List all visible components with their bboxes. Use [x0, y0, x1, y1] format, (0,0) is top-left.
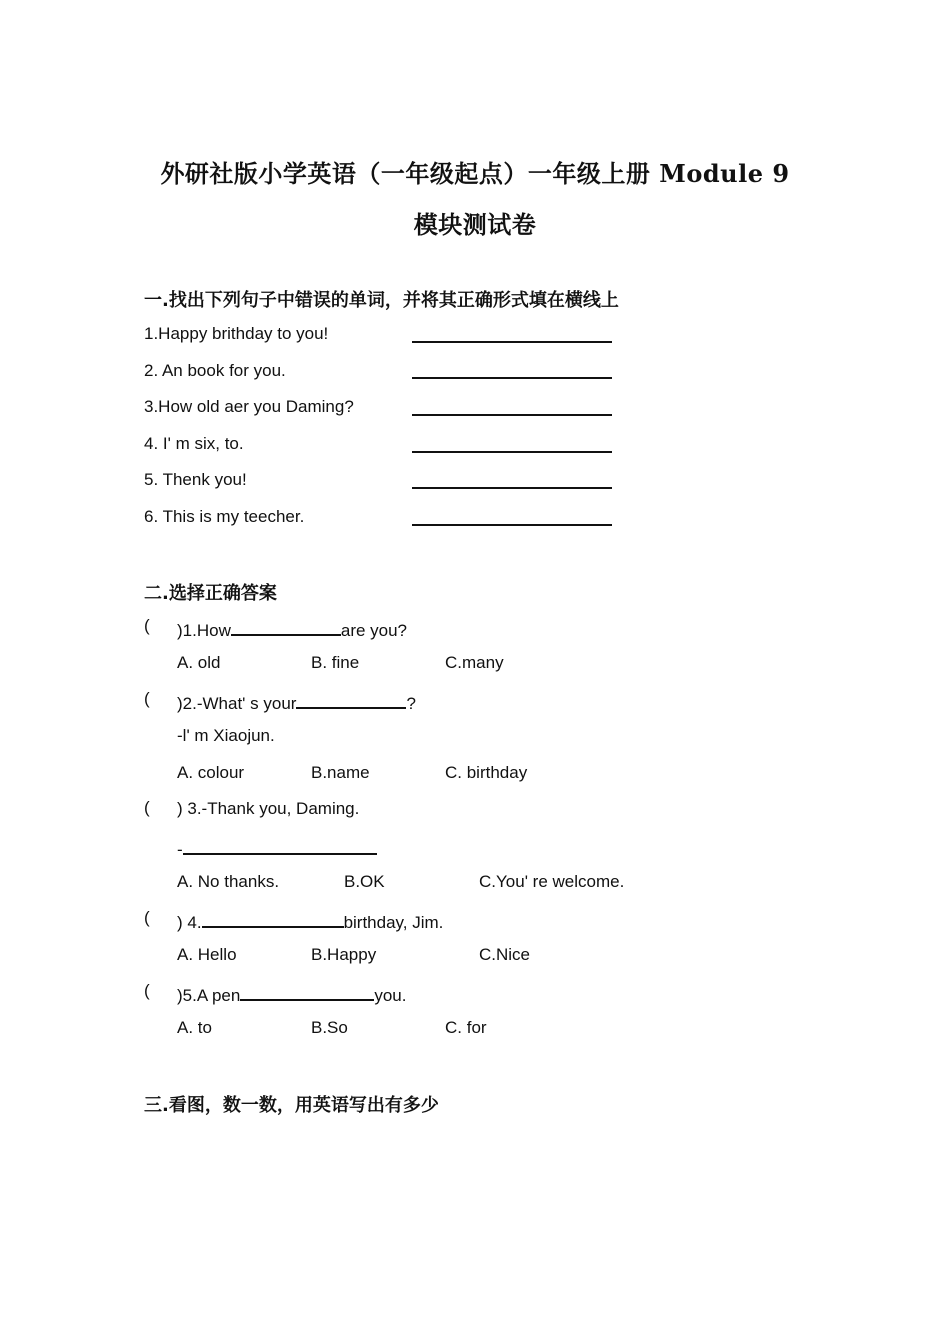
q1-option-c: C.many [445, 653, 504, 672]
q3-response-line [177, 835, 377, 861]
q3-blank [183, 835, 377, 855]
q3-option-b: B.OK [344, 872, 385, 891]
q1-option-b: B. fine [311, 653, 360, 672]
q4-option-b: B.Happy [311, 945, 377, 964]
s1-answer-blank-4[interactable] [412, 451, 612, 453]
s1-item-3: 3.How old aer you Daming? [144, 397, 354, 416]
q3-answer-paren[interactable]: ( [144, 798, 150, 817]
q5-option-b: B.So [311, 1018, 348, 1037]
q5-stem [177, 981, 406, 1007]
q2-response: -l' m Xiaojun. [177, 726, 275, 745]
q4-stem-after: birthday, Jim. [343, 913, 444, 932]
q3-option-c: C.You' re welcome. [479, 872, 625, 891]
q5-blank [240, 981, 374, 1001]
s1-item-6: 6. This is my teecher. [144, 507, 305, 526]
s1-item-5: 5. Thenk you! [144, 470, 247, 489]
q5-option-c: C. for [445, 1018, 487, 1037]
q3-dash: - [177, 840, 183, 859]
title-line-2: 模块测试卷 [413, 210, 537, 239]
q4-answer-paren[interactable]: ( [144, 908, 150, 927]
q5-answer-paren[interactable]: ( [144, 981, 150, 1000]
q2-answer-paren[interactable]: ( [144, 689, 150, 708]
q4-option-a: A. Hello [177, 945, 237, 964]
q3-option-a: A. No thanks. [177, 872, 280, 891]
s1-answer-blank-6[interactable] [412, 524, 612, 526]
q1-answer-paren[interactable]: ( [144, 616, 150, 635]
q5-stem-after: you. [374, 986, 407, 1005]
q4-blank [202, 908, 344, 928]
q1-blank [231, 616, 341, 636]
q2-stem-after: ? [406, 694, 416, 713]
s1-answer-blank-1[interactable] [412, 341, 612, 343]
q2-stem-before: )2.-What' s your [177, 694, 297, 713]
s1-item-4: 4. I' m six, to. [144, 434, 244, 453]
section-3-heading: 三.看图，数一数，用英语写出有多少 [144, 1095, 439, 1116]
q4-stem [177, 908, 443, 934]
s1-answer-blank-5[interactable] [412, 487, 612, 489]
s1-item-2: 2. An book for you. [144, 361, 286, 380]
q4-stem-before: ) 4. [177, 913, 202, 932]
s1-answer-blank-3[interactable] [412, 414, 612, 416]
q1-stem-before: )1.How [177, 621, 231, 640]
q2-option-c: C. birthday [445, 763, 528, 782]
section-1-heading: 一.找出下列句子中错误的单词，并将其正确形式填在横线上 [144, 290, 619, 311]
title-line-1: 外研社版小学英语（一年级起点）一年级上册 Module 9 [160, 159, 790, 188]
s1-answer-blank-2[interactable] [412, 377, 612, 379]
q4-option-c: C.Nice [479, 945, 531, 964]
q5-stem-before: )5.A pen [177, 986, 241, 1005]
q2-stem [177, 689, 416, 715]
q1-option-a: A. old [177, 653, 221, 672]
q5-option-a: A. to [177, 1018, 212, 1037]
q1-stem [177, 616, 407, 642]
q3-stem: ) 3.-Thank you, Daming. [177, 799, 360, 818]
q2-option-a: A. colour [177, 763, 245, 782]
q2-option-b: B.name [311, 763, 370, 782]
q2-blank [296, 689, 406, 709]
q1-stem-after: are you? [340, 621, 408, 640]
section-2-heading: 二.选择正确答案 [144, 583, 277, 604]
s1-item-1: 1.Happy brithday to you! [144, 324, 329, 343]
